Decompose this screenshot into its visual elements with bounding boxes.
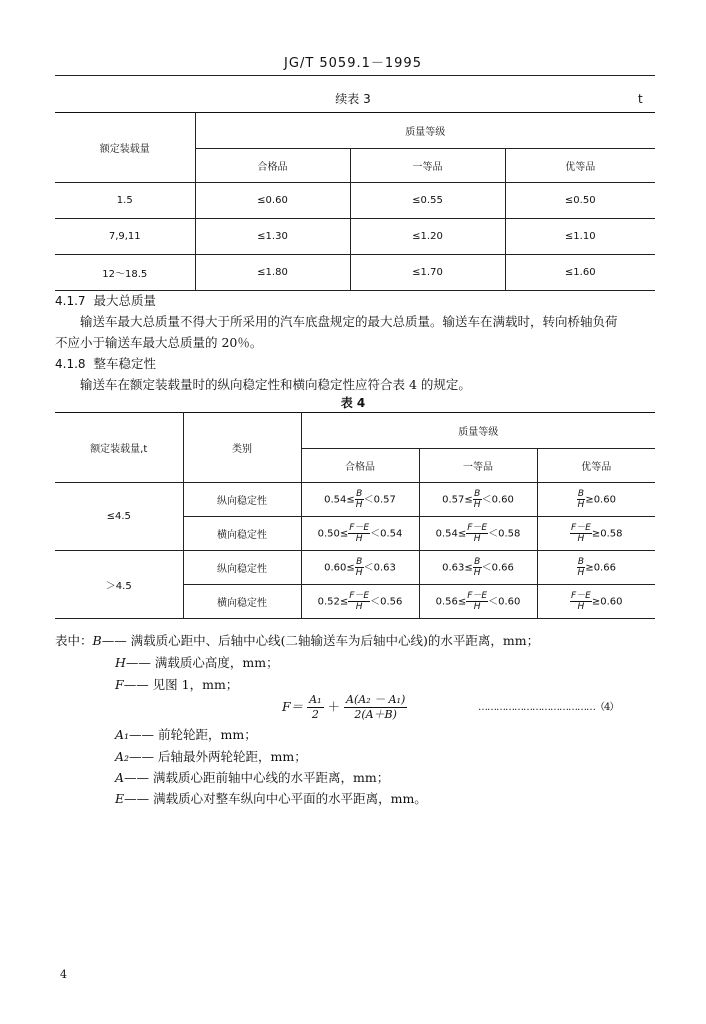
table4-cell: $\frac{B}{H}$ ≥0.66 (537, 551, 655, 585)
table3-header-quality-grade: 质量等级 (195, 113, 655, 149)
table-row (55, 551, 655, 585)
table4-grade-3: 优等品 (537, 449, 655, 483)
table4-cell: 0.63≤ $\frac{B}{H}$ ＜0.66 (419, 551, 537, 585)
section-number: 4.1.8 (55, 357, 86, 371)
table4-grade-1: 合格品 (301, 449, 419, 483)
note-H: H—— 满载质心高度，mm； (115, 655, 279, 670)
table-row (55, 483, 655, 517)
table4 (55, 412, 655, 619)
section-4-1-8-body: 输送车在额定装载量时的纵向稳定性和横向稳定性应符合表 4 的规定。 (80, 377, 471, 392)
table4-category: 纵向稳定性 (183, 483, 301, 517)
formula-4: F＝ $\frac{\text{A₁}}{2}$ ＋ $\frac{\text{A(A₂ － A₁)}}{2(A+B)}$ (282, 693, 406, 721)
table4-cell: 0.54≤ $\frac{B}{H}$ ＜0.57 (301, 483, 419, 517)
table3-grade-2: 一等品 (350, 149, 505, 183)
table-row (55, 219, 655, 255)
table4-header-category: 类别 (183, 413, 301, 483)
table3-cell: ≤1.20 (350, 219, 505, 255)
table-row (55, 183, 655, 219)
page-number: 4 (60, 968, 67, 981)
section-4-1-7-body-line1: 输送车最大总质量不得大于所采用的汽车底盘规定的最大总质量。输送车在满载时，转向桥轴负荷 (80, 314, 618, 329)
table3-unit: t (638, 92, 643, 106)
table3-cell: ≤1.80 (195, 255, 350, 291)
table3-load: 7,9,11 (55, 219, 195, 255)
table4-cell: $\frac{F-E}{H}$ ≥0.58 (537, 517, 655, 551)
standard-number-header: JG/T 5059.1－1995 (284, 56, 422, 71)
note-A1: A₁—— 前轮轮距，mm； (115, 727, 257, 742)
formula-number: …………………………………（4） (478, 702, 619, 713)
table3-cell: ≤1.60 (505, 255, 655, 291)
table4-category: 横向稳定性 (183, 585, 301, 619)
table3-load: 12～18.5 (55, 255, 195, 291)
table3-cell: ≤0.50 (505, 183, 655, 219)
table4-header-quality-grade: 质量等级 (301, 413, 655, 449)
table4-header-rated-load: 额定装载量,t (55, 413, 183, 483)
table4-cell: $\frac{B}{H}$ ≥0.60 (537, 483, 655, 517)
table3-header-rated-load: 额定装载量 (55, 113, 195, 183)
table4-cell: 0.54≤ $\frac{F-E}{H}$ ＜0.58 (419, 517, 537, 551)
table3-caption: 续表 3 (335, 92, 371, 106)
table4-cell: 0.57≤ $\frac{B}{H}$ ＜0.60 (419, 483, 537, 517)
section-4-1-7-body-line2: 不应小于输送车最大总质量的 20％。 (55, 335, 263, 350)
table3-grade-3: 优等品 (505, 149, 655, 183)
table3-cell: ≤0.60 (195, 183, 350, 219)
section-number: 4.1.7 (55, 294, 86, 308)
table3-cell: ≤1.10 (505, 219, 655, 255)
section-title: 整车稳定性 (93, 356, 157, 371)
table-row (55, 255, 655, 291)
table3-cell: ≤1.30 (195, 219, 350, 255)
note-E: E—— 满载质心对整车纵向中心平面的水平距离，mm。 (115, 791, 427, 806)
table4-category: 横向稳定性 (183, 517, 301, 551)
table3-grade-1: 合格品 (195, 149, 350, 183)
table4-cell: 0.52≤ $\frac{F-E}{H}$ ＜0.56 (301, 585, 419, 619)
table3-load: 1.5 (55, 183, 195, 219)
note-A: A—— 满载质心距前轴中心线的水平距离，mm； (115, 770, 390, 785)
table3-cell: ≤1.70 (350, 255, 505, 291)
note-A2: A₂—— 后轴最外两轮轮距，mm； (115, 749, 307, 764)
table3-cell: ≤0.55 (350, 183, 505, 219)
table4-load: ＞4.5 (55, 551, 183, 619)
section-4-1-7-heading (55, 290, 156, 312)
table4-cell: $\frac{F-E}{H}$ ≥0.60 (537, 585, 655, 619)
table4-grade-2: 一等品 (419, 449, 537, 483)
note-B: 表中：B—— 满载质心距中、后轴中心线(二轴输送车为后轴中心线)的水平距离，mm； (55, 633, 540, 648)
table4-load: ≤4.5 (55, 483, 183, 551)
table3 (55, 112, 655, 291)
table4-cell: 0.60≤ $\frac{B}{H}$ ＜0.63 (301, 551, 419, 585)
table4-category: 纵向稳定性 (183, 551, 301, 585)
header-rule (55, 75, 655, 76)
table4-cell: 0.56≤ $\frac{F-E}{H}$ ＜0.60 (419, 585, 537, 619)
table4-caption: 表 4 (340, 396, 366, 410)
section-4-1-8-heading (55, 353, 156, 375)
table4-cell: 0.50≤ $\frac{F-E}{H}$ ＜0.54 (301, 517, 419, 551)
note-F: F—— 见图 1，mm； (115, 677, 239, 692)
section-title: 最大总质量 (93, 293, 157, 308)
